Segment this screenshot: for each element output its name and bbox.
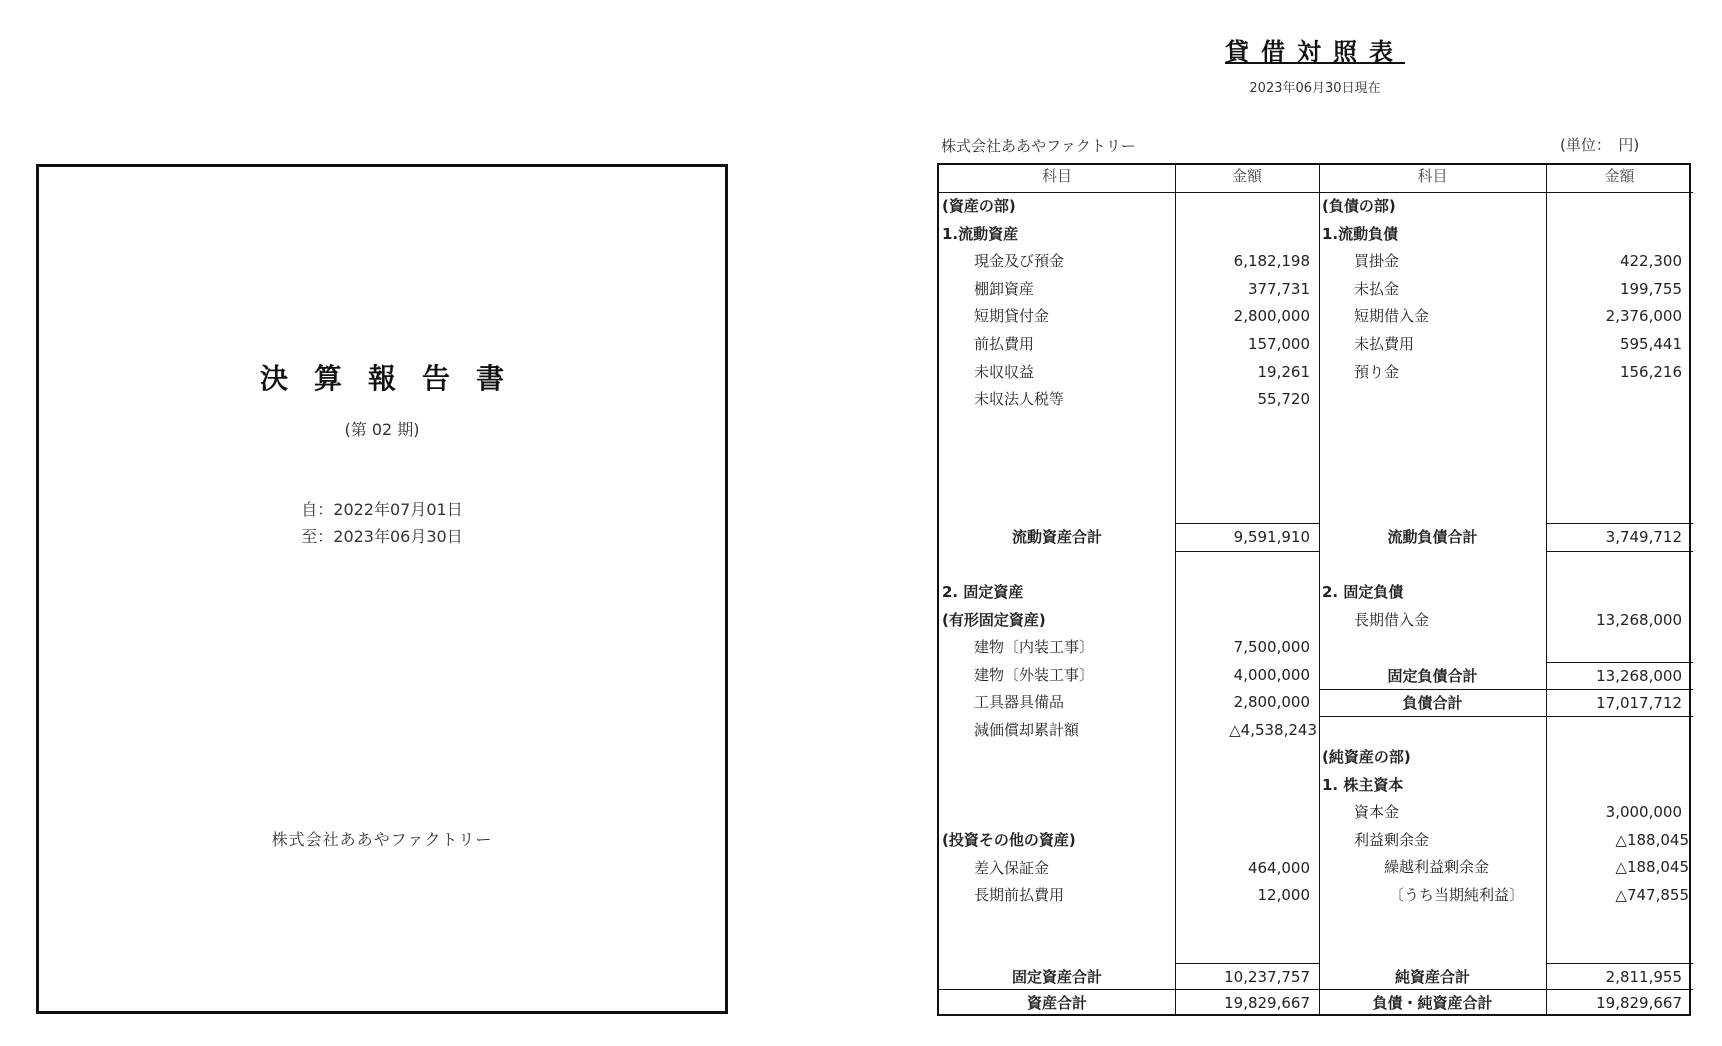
liability-item-label: 未払費用 xyxy=(1354,335,1415,353)
investment-assets-heading: (投資その他の資産) xyxy=(942,831,1076,849)
fixed-liabilities-total-label: 固定負債合計 xyxy=(1387,666,1478,685)
current-liabilities-total-amount: 3,749,712 xyxy=(1605,528,1682,546)
liability-item-label: 未払金 xyxy=(1354,279,1400,298)
liability-item-amount: 595,441 xyxy=(1619,335,1682,353)
liabilities-total-label: 負債合計 xyxy=(1402,693,1463,712)
asset-item-amount: 377,731 xyxy=(1247,279,1310,298)
asset-item-amount: △4,538,243 xyxy=(1229,721,1317,739)
balance-sheet-table xyxy=(937,163,1691,1016)
header-amount-left: 金額 xyxy=(1231,167,1262,185)
net-assets-total-label: 純資産合計 xyxy=(1394,968,1470,986)
cover-title: 決算報告書 xyxy=(259,362,530,395)
header-subject-right: 科目 xyxy=(1417,167,1448,185)
net-income-label: 〔うち当期純利益〕 xyxy=(1389,886,1525,904)
balance-sheet-title: 貸借対照表 xyxy=(1225,38,1405,66)
header-amount-right: 金額 xyxy=(1604,167,1635,185)
assets-total-label: 資産合計 xyxy=(1026,994,1087,1012)
asset-item-amount: 7,500,000 xyxy=(1233,638,1310,657)
asset-item-amount: 2,800,000 xyxy=(1233,307,1310,326)
asset-item-amount: 2,800,000 xyxy=(1233,693,1310,712)
balance-sheet-date: 2023年06月30日現在 xyxy=(1249,81,1381,96)
asset-item-label: 前払費用 xyxy=(974,335,1035,353)
liability-item-amount: 156,216 xyxy=(1619,362,1682,381)
asset-item-label: 現金及び預金 xyxy=(974,252,1065,271)
fixed-liabilities-total-amount: 13,268,000 xyxy=(1596,666,1682,685)
cover-period-to: 至：2023年06月30日 xyxy=(301,527,463,546)
tangible-assets-heading: (有形固定資産) xyxy=(942,610,1046,629)
asset-item-label: 差入保証金 xyxy=(974,858,1050,877)
capital-label: 資本金 xyxy=(1354,803,1400,822)
asset-item-amount: 157,000 xyxy=(1247,335,1310,353)
assets-section: (資産の部) xyxy=(942,197,1016,215)
asset-item-label: 工具器具備品 xyxy=(974,693,1065,712)
asset-item-label: 未収法人税等 xyxy=(974,390,1065,409)
liability-item-amount: 2,376,000 xyxy=(1605,307,1682,326)
asset-item-label: 減価償却累計額 xyxy=(974,721,1080,739)
asset-item-label: 長期前払費用 xyxy=(974,886,1065,905)
current-assets-heading: 1.流動資産 xyxy=(942,224,1019,243)
asset-item-label: 短期貸付金 xyxy=(974,307,1050,326)
balance-sheet-company: 株式会社ああやファクトリー xyxy=(941,137,1136,155)
fixed-liabilities-heading: 2. 固定負債 xyxy=(1322,583,1404,601)
asset-item-label: 未収収益 xyxy=(974,362,1035,381)
asset-item-amount: 55,720 xyxy=(1257,390,1310,409)
grand-total-label: 負債・純資産合計 xyxy=(1372,994,1493,1012)
asset-item-amount: 464,000 xyxy=(1247,858,1310,877)
current-liabilities-heading: 1.流動負債 xyxy=(1322,224,1399,243)
asset-item-amount: 6,182,198 xyxy=(1233,252,1310,271)
fixed-assets-heading: 2. 固定資産 xyxy=(942,583,1024,601)
liability-item-label: 短期借入金 xyxy=(1354,307,1430,326)
balance-sheet-unit: (単位： 円) xyxy=(1560,136,1640,154)
liability-item-amount: 422,300 xyxy=(1619,252,1682,271)
assets-total-amount: 19,829,667 xyxy=(1224,994,1310,1012)
asset-item-label: 建物〔外装工事〕 xyxy=(974,665,1095,684)
current-assets-total-amount: 9,591,910 xyxy=(1233,528,1310,546)
cover-period-from: 自：2022年07月01日 xyxy=(301,500,463,519)
retained-earnings-label: 利益剰余金 xyxy=(1354,830,1430,849)
current-liabilities-total-label: 流動負債合計 xyxy=(1387,528,1478,546)
header-divider xyxy=(939,192,1693,193)
net-income-amount: △747,855 xyxy=(1615,886,1689,904)
equity-heading: 1. 株主資本 xyxy=(1322,775,1404,794)
cover-page xyxy=(36,164,728,1014)
liabilities-total-amount: 17,017,712 xyxy=(1596,693,1682,712)
carried-earnings-amount: △188,045 xyxy=(1615,858,1689,877)
asset-item-amount: 12,000 xyxy=(1257,886,1310,905)
liabilities-section: (負債の部) xyxy=(1322,197,1396,215)
current-assets-total-label: 流動資産合計 xyxy=(1011,528,1102,546)
net-assets-section: (純資産の部) xyxy=(1322,748,1411,766)
asset-item-label: 建物〔内装工事〕 xyxy=(974,638,1095,657)
liability-item-label: 長期借入金 xyxy=(1354,610,1430,629)
liability-item-label: 買掛金 xyxy=(1354,252,1400,271)
retained-earnings-amount: △188,045 xyxy=(1615,830,1689,849)
liability-item-label: 預り金 xyxy=(1354,362,1400,381)
asset-item-label: 棚卸資産 xyxy=(974,279,1035,298)
cover-company: 株式会社ああやファクトリー xyxy=(271,830,493,849)
fixed-assets-total-label: 固定資産合計 xyxy=(1011,968,1102,986)
carried-earnings-label: 繰越利益剰余金 xyxy=(1384,858,1490,877)
asset-item-amount: 4,000,000 xyxy=(1233,665,1310,684)
asset-item-amount: 19,261 xyxy=(1257,362,1310,381)
header-subject-left: 科目 xyxy=(1041,167,1072,185)
liability-item-amount: 199,755 xyxy=(1619,279,1682,298)
col-divider xyxy=(1319,165,1320,1014)
liability-item-amount: 13,268,000 xyxy=(1596,610,1682,629)
net-assets-total-amount: 2,811,955 xyxy=(1605,968,1682,986)
capital-amount: 3,000,000 xyxy=(1605,803,1682,822)
fixed-assets-total-amount: 10,237,757 xyxy=(1224,968,1310,986)
grand-total-amount: 19,829,667 xyxy=(1596,994,1682,1012)
cover-period: (第 02 期) xyxy=(344,420,420,439)
